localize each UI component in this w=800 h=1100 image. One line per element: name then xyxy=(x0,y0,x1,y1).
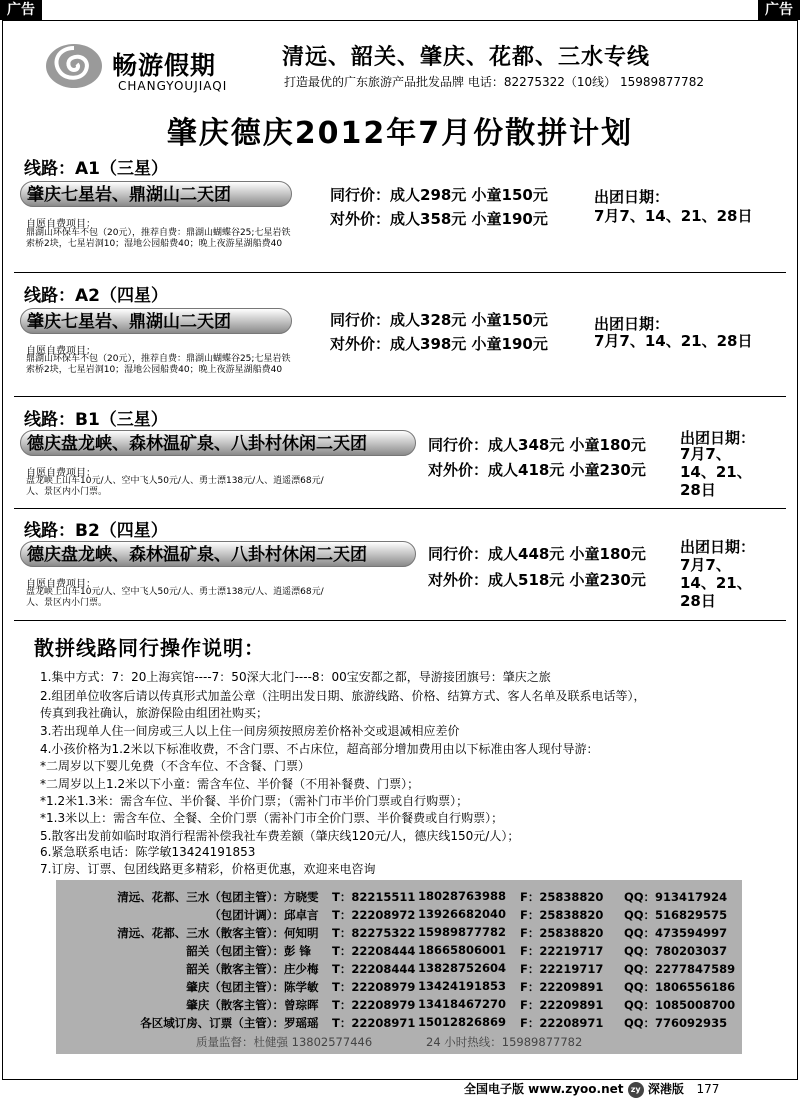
contact-mobile: 18028763988 xyxy=(418,889,507,903)
divider xyxy=(14,620,786,621)
contact-mobile: 13418467270 xyxy=(418,997,507,1011)
contact-qq: QQ：1085008700 xyxy=(624,998,736,1012)
contact-name: 陈学敏 xyxy=(284,980,319,994)
note-line: 2.组团单位收客后请以传真形式加盖公章（注明出发日期、旅游线路、价格、结算方式、客人名单及联系电话等）， xyxy=(40,689,646,703)
departure-title: 出团日期： xyxy=(594,315,670,333)
trade-price: 同行价：成人448元 小童180元 xyxy=(428,545,646,563)
contact-dept: 肇庆（包团主管）： xyxy=(186,980,284,994)
contact-name: 庄少梅 xyxy=(284,962,319,976)
extras-title: 自愿自费项目： xyxy=(26,468,96,479)
contact-tel: T：22208972 xyxy=(332,908,416,922)
hotline: 24 小时热线：15989877782 xyxy=(426,1035,583,1049)
contact-name: 曾琮晖 xyxy=(284,998,319,1012)
brand-name-en: CHANGYOUJIAQI xyxy=(118,79,228,93)
contact-fax: F：22208971 xyxy=(520,1016,604,1030)
slogan-title: 清远、韶关、肇庆、花都、三水专线 xyxy=(282,45,651,70)
contact-qq: QQ：473594997 xyxy=(624,926,728,940)
contact-tel: T：22208444 xyxy=(332,944,416,958)
contact-mobile: 13424191853 xyxy=(418,979,507,993)
contact-dept: 清远、花都、三水（包团主管）： xyxy=(117,890,284,904)
route-name-banner: 德庆盘龙峡、森林温矿泉、八卦村休闲二天团 xyxy=(20,430,416,456)
note-line: *二周岁以上1.2米以下小童：需含车位、半价餐（不用补餐费、门票）； xyxy=(40,777,420,791)
contact-name: 彭 锋 xyxy=(284,944,312,958)
departure-dates: 7月7、14、21、28日 xyxy=(680,556,752,610)
contact-tel: T：22208979 xyxy=(332,980,416,994)
contact-mobile: 15989877782 xyxy=(418,925,507,939)
contact-mobile: 18665806001 xyxy=(418,943,507,957)
note-line: 7.订房、订票、包团线路更多精彩，价格更优惠，欢迎来电咨询 xyxy=(40,862,376,876)
divider xyxy=(14,396,786,397)
ad-tag-left: 广告 xyxy=(0,0,42,20)
contact-fax: F：25838820 xyxy=(520,926,604,940)
divider xyxy=(14,508,786,509)
note-line: *二周岁以下婴儿免费（不含车位、不含餐、门票） xyxy=(40,759,311,773)
contact-row xyxy=(56,997,742,1015)
contact-dept: 韶关（包团主管）： xyxy=(186,944,284,958)
contact-name: 何知明 xyxy=(284,926,319,940)
extras-detail: 盘龙峡上山车10元/人、空中飞人50元/人、勇士漂138元/人、逍遥漂68元/人、景区内小门票。 xyxy=(26,587,324,608)
contact-fax: F：22209891 xyxy=(520,998,604,1012)
departure-dates: 7月7、14、21、28日 xyxy=(594,207,753,225)
contact-name: 邱卓言 xyxy=(284,908,319,922)
page-number: 177 xyxy=(696,1082,720,1096)
public-price: 对外价：成人418元 小童230元 xyxy=(428,461,646,479)
extras-detail: 鼎湖山环保车不包（20元），推荐自费：鼎湖山蝴蝶谷25;七星岩铁索桥2块，七星岩洞10；湿地公园船费40；晚上夜游星湖船费40 xyxy=(26,228,291,249)
note-line: *1.3米以上：需含车位、全餐、全价门票（需补门市全价门票、半价餐费或自行购票）； xyxy=(40,811,504,825)
contact-row xyxy=(56,925,742,943)
departure-dates: 7月7、14、21、28日 xyxy=(680,445,752,499)
route-label: 线路：A2（四星） xyxy=(24,286,168,306)
contact-tel: T：82275322 xyxy=(332,926,416,940)
trade-price: 同行价：成人328元 小童150元 xyxy=(330,311,548,329)
note-line: *1.2米1.3米：需含车位、半价餐、半价门票；（需补门市半价门票或自行购票）； xyxy=(40,794,469,808)
contact-row xyxy=(56,961,742,979)
slogan-subtitle: 打造最优的广东旅游产品批发品牌 电话：82275322（10线） 15989877782 xyxy=(284,75,704,89)
contact-fax: F：22219717 xyxy=(520,944,604,958)
contact-tel: T：22208971 xyxy=(332,1016,416,1030)
supervision-row xyxy=(56,1034,742,1052)
contact-dept: （包团计调）： xyxy=(209,908,284,922)
footer xyxy=(464,1080,719,1098)
contact-qq: QQ：1806556186 xyxy=(624,980,736,994)
footer-edition: 深港版 xyxy=(647,1082,684,1096)
trade-price: 同行价：成人348元 小童180元 xyxy=(428,436,646,454)
brand-name: 畅游假期 xyxy=(112,51,217,80)
note-line: 6.紧急联系电话：陈学敏13424191853 xyxy=(40,845,256,859)
extras-title: 自愿自费项目： xyxy=(26,219,96,230)
extras-detail: 盘龙峡上山车10元/人、空中飞人50元/人、勇士漂138元/人、逍遥漂68元/人、景区内小门票。 xyxy=(26,476,324,497)
departure-dates: 7月7、14、21、28日 xyxy=(594,332,753,350)
route-name-banner: 肇庆七星岩、鼎湖山二天团 xyxy=(20,308,292,334)
route-name-banner: 肇庆七星岩、鼎湖山二天团 xyxy=(20,181,292,207)
note-line: 5.散客出发前如临时取消行程需补偿我社车费差额（肇庆线120元/人，德庆线150元/人）； xyxy=(40,829,520,843)
extras-detail: 鼎湖山环保车不包（20元），推荐自费：鼎湖山蝴蝶谷25;七星岩铁索桥2块，七星岩洞10；湿地公园船费40；晚上夜游星湖船费40 xyxy=(26,354,291,375)
departure-title: 出团日期： xyxy=(680,429,756,447)
contact-fax: F：22209891 xyxy=(520,980,604,994)
swirl-logo-icon xyxy=(44,40,104,92)
departure-title: 出团日期： xyxy=(680,538,756,556)
contact-tel: T：22208979 xyxy=(332,998,416,1012)
route-label: 线路：B1（三星） xyxy=(24,410,168,430)
quality-supervisor: 质量监督：杜健强 13802577446 xyxy=(196,1035,373,1049)
divider xyxy=(14,272,786,273)
contact-qq: QQ：516829575 xyxy=(624,908,728,922)
extras-title: 自愿自费项目： xyxy=(26,579,96,590)
note-line: 4.小孩价格为1.2米以下标准收费，不含门票、不占床位，超高部分增加费用由以下标准由客人现付导游： xyxy=(40,742,599,756)
contact-name: 方晓雯 xyxy=(284,890,319,904)
footer-site: 全国电子版 www.zyoo.net xyxy=(464,1082,624,1096)
note-line: 传真到我社确认，旅游保险由组团社购买； xyxy=(40,706,269,720)
contact-dept: 韶关（散客主管）： xyxy=(186,962,284,976)
extras-title: 自愿自费项目： xyxy=(26,346,96,357)
public-price: 对外价：成人518元 小童230元 xyxy=(428,571,646,589)
note-line: 3.若出现单人住一间房或三人以上住一间房须按照房差价格补交或退减相应差价 xyxy=(40,724,460,738)
contact-qq: QQ：913417924 xyxy=(624,890,728,904)
contact-tel: T：22208444 xyxy=(332,962,416,976)
contact-table xyxy=(56,880,742,1054)
contact-qq: QQ：776092935 xyxy=(624,1016,728,1030)
contact-qq: QQ：2277847589 xyxy=(624,962,736,976)
contact-mobile: 13828752604 xyxy=(418,961,507,975)
contact-tel: T：82215511 xyxy=(332,890,416,904)
contact-fax: F：22219717 xyxy=(520,962,604,976)
site-logo-icon: zy xyxy=(628,1082,644,1098)
contact-dept: 清远、花都、三水（散客主管）： xyxy=(117,926,284,940)
public-price: 对外价：成人358元 小童190元 xyxy=(330,210,548,228)
contact-row xyxy=(56,1015,742,1033)
contact-mobile: 13926682040 xyxy=(418,907,507,921)
contact-fax: F：25838820 xyxy=(520,908,604,922)
contact-fax: F：25838820 xyxy=(520,890,604,904)
route-label: 线路：B2（四星） xyxy=(24,521,168,541)
contact-dept: 各区域订房、订票（主管）： xyxy=(140,1016,284,1030)
contact-mobile: 15012826869 xyxy=(418,1015,507,1029)
departure-title: 出团日期： xyxy=(594,188,670,206)
contact-row xyxy=(56,943,742,961)
notes-title: 散拼线路同行操作说明： xyxy=(34,636,265,660)
contact-row xyxy=(56,907,742,925)
contact-qq: QQ：780203037 xyxy=(624,944,728,958)
public-price: 对外价：成人398元 小童190元 xyxy=(330,335,548,353)
trade-price: 同行价：成人298元 小童150元 xyxy=(330,186,548,204)
contact-name: 罗瑶瑶 xyxy=(284,1016,319,1030)
note-line: 1.集中方式：7：20上海宾馆----7：50深大北门----8：00宝安都之都，导游接团旗号：肇庆之旅 xyxy=(40,670,551,684)
contact-row xyxy=(56,979,742,997)
contact-row xyxy=(56,889,742,907)
contact-dept: 肇庆（散客主管）： xyxy=(186,998,284,1012)
page-title: 肇庆德庆2012年7月份散拼计划 xyxy=(166,116,634,151)
route-name-banner: 德庆盘龙峡、森林温矿泉、八卦村休闲二天团 xyxy=(20,541,416,567)
route-label: 线路：A1（三星） xyxy=(24,159,168,179)
ad-tag-right: 广告 xyxy=(758,0,800,20)
